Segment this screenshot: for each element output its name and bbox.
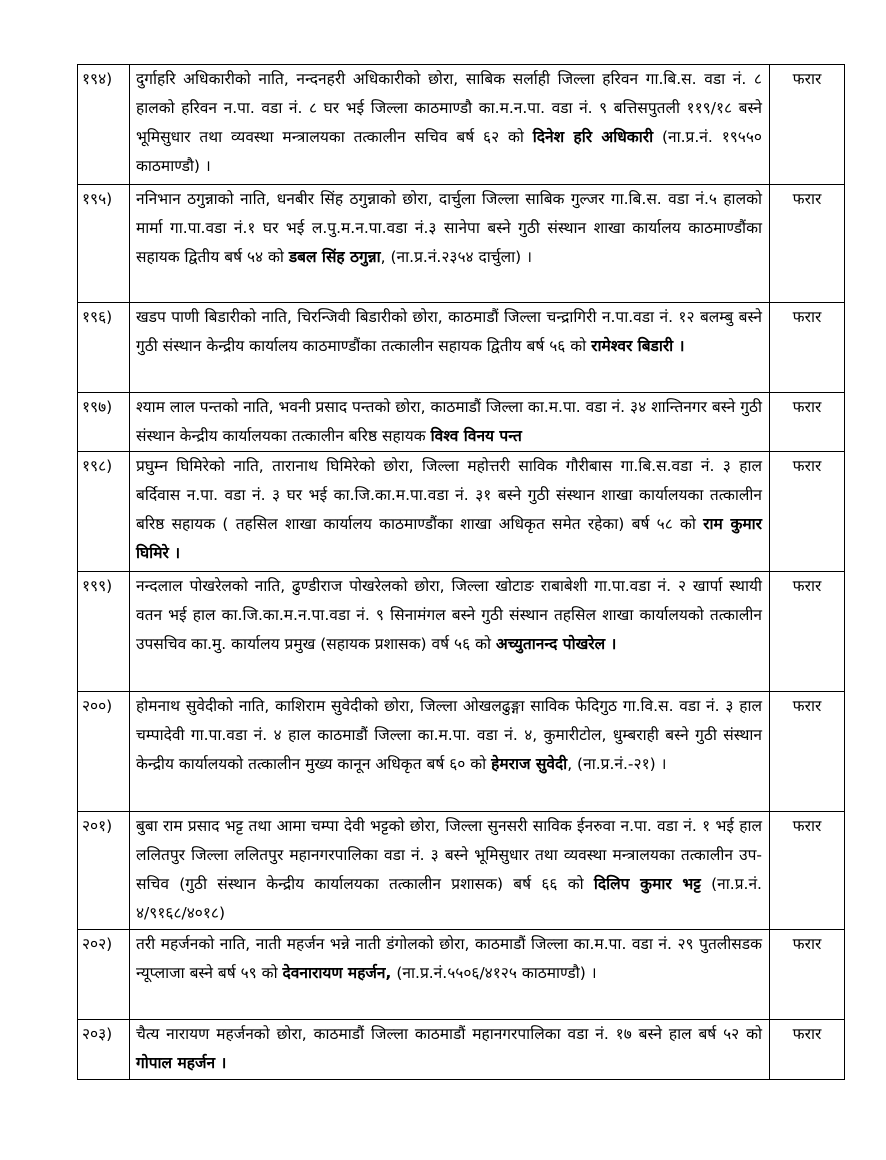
row-description: नन्दलाल पोखरेलको नाति, ढुण्डीराज पोखरेलको छोरा, जिल्ला खोटाङ राबाबेशी गा.पा.वडा नं. २ खार्पा स्थायी वतन भई हाल का.जि.का.म.न.पा.वडा नं. ९ सिनामंगल बस्ने गुठी संस्थान तहसिल शाखा कार्यालयको तत्कालीन उपसचिव का.मु. कार्यालय प्रमुख (सहायक प्रशासक) वर्ष ५६ को अच्युतानन्द पोखरेल । — [130, 572, 770, 692]
table-row — [78, 930, 845, 1020]
person-name: अच्युतानन्द पोखरेल । — [495, 635, 617, 653]
row-number: १९९) — [78, 572, 130, 692]
row-description: बुबा राम प्रसाद भट्ट तथा आमा चम्पा देवी भट्टको छोरा, जिल्ला सुनसरी साविक ईनरुवा न.पा. वडा नं. १ भई हाल ललितपुर जिल्ला ललितपुर महानगरपालिका वडा नं. ३ बस्ने भूमिसुधार तथा व्यवस्था मन्त्रालयका तत्कालीन उप-सचिव (गुठी संस्थान केन्द्रीय कार्यालयका तत्कालीन प्रशासक) बर्ष ६६ को दिलिप कुमार भट्ट (ना.प्र.नं. ४/९१६८/४०१८) — [130, 812, 770, 930]
table-row — [78, 65, 845, 185]
document-page — [77, 64, 844, 1080]
status-cell: फरार — [770, 930, 845, 1020]
row-number: १९७) — [78, 393, 130, 452]
accused-list-table — [77, 64, 845, 1080]
status-cell: फरार — [770, 572, 845, 692]
person-name: राम कुमार घिमिरे । — [136, 515, 762, 562]
row-number: २०१) — [78, 812, 130, 930]
row-description: तरी महर्जनको नाति, नाती महर्जन भन्ने नाती डंगोलको छोरा, काठमाडौं जिल्ला का.म.पा. वडा नं. २९ पुतलीसडक न्यूप्लाजा बस्ने बर्ष ५९ को देवनारायण महर्जन, (ना.प्र.नं.५५०६/४१२५ काठमाण्डौ) । — [130, 930, 770, 1020]
status-cell: फरार — [770, 393, 845, 452]
row-description: ननिभान ठगुन्नाको नाति, धनबीर सिंह ठगुन्नाको छोरा, दार्चुला जिल्ला साबिक गुल्जर गा.बि.स. वडा नं.५ हालको मार्मा गा.पा.वडा नं.१ घर भई ल.पु.म.न.पा.वडा नं.३ सानेपा बस्ने गुठी संस्थान शाखा कार्यालय काठमाण्डौंका सहायक द्वितीय बर्ष ५४ को डबल सिंह ठगुन्ना, (ना.प्र.नं.२३५४ दार्चुला) । — [130, 185, 770, 303]
person-name: गोपाल महर्जन । — [136, 1054, 227, 1072]
table-row — [78, 185, 845, 303]
person-name: दिलिप कुमार भट्ट — [593, 875, 701, 893]
status-cell: फरार — [770, 812, 845, 930]
row-description: दुर्गाहरि अधिकारीको नाति, नन्दनहरी अधिकारीको छोरा, साबिक सर्लाही जिल्ला हरिवन गा.बि.स. वडा नं. ८ हालको हरिवन न.पा. वडा नं. ८ घर भई जिल्ला काठमाण्डौ का.म.न.पा. वडा नं. ९ बत्तिसपुतली ११९/१८ बस्ने भूमिसुधार तथा व्यवस्था मन्त्रालयका तत्कालीन सचिव बर्ष ६२ को दिनेश हरि अधिकारी (ना.प्र.नं. १९५५० काठमाण्डौ) । — [130, 65, 770, 185]
row-number: १९४) — [78, 65, 130, 185]
row-number: १९८) — [78, 452, 130, 572]
table-row — [78, 1020, 845, 1080]
table-row — [78, 692, 845, 812]
row-number: २०३) — [78, 1020, 130, 1080]
status-cell: फरार — [770, 65, 845, 185]
person-name: विश्व विनय पन्त — [430, 427, 522, 445]
row-number: १९६) — [78, 303, 130, 393]
table-row — [78, 303, 845, 393]
row-number: १९५) — [78, 185, 130, 303]
row-description: चैत्य नारायण महर्जनको छोरा, काठमाडौं जिल्ला काठमाडौं महानगरपालिका वडा नं. १७ बस्ने हाल बर्ष ५२ को गोपाल महर्जन । — [130, 1020, 770, 1080]
row-description: प्रघुम्न घिमिरेको नाति, तारानाथ घिमिरेको छोरा, जिल्ला महोत्तरी साविक गौरीबास गा.बि.स.वडा नं. ३ हाल बर्दिवास न.पा. वडा नं. ३ घर भई का.जि.का.म.पा.वडा नं. ३१ बस्ने गुठी संस्थान शाखा कार्यालयका तत्कालीन बरिष्ठ सहायक ( तहसिल शाखा कार्यालय काठमाण्डौंका शाखा अधिकृत समेत रहेका) बर्ष ५८ को राम कुमार घिमिरे । — [130, 452, 770, 572]
status-cell: फरार — [770, 1020, 845, 1080]
person-name: हेमराज सुवेदी — [491, 755, 568, 773]
row-description: खडप पाणी बिडारीको नाति, चिरन्जिवी बिडारीको छोरा, काठमाडौं जिल्ला चन्द्रागिरी न.पा.वडा नं. १२ बलम्बु बस्ने गुठी संस्थान केन्द्रीय कार्यालय काठमाण्डौंका तत्कालीन सहायक द्वितीय बर्ष ५६ को रामेश्वर बिडारी । — [130, 303, 770, 393]
status-cell: फरार — [770, 692, 845, 812]
person-name: देवनारायण महर्जन, — [282, 964, 392, 982]
person-name: रामेश्वर बिडारी । — [591, 337, 685, 355]
table-row — [78, 572, 845, 692]
person-name: दिनेश हरि अधिकारी — [532, 128, 654, 146]
table-row — [78, 452, 845, 572]
row-number: २००) — [78, 692, 130, 812]
row-number: २०२) — [78, 930, 130, 1020]
row-description: होमनाथ सुवेदीको नाति, काशिराम सुवेदीको छोरा, जिल्ला ओखलढुङ्गा साविक फेदिगुठ गा.वि.स. वडा नं. ३ हाल चम्पादेवी गा.पा.वडा नं. ४ हाल काठमाडौं जिल्ला का.म.पा. वडा नं. ४, कुमारीटोल, धुम्बराही बस्ने गुठी संस्थान केन्द्रीय कार्यालयको तत्कालीन मुख्य कानून अधिकृत बर्ष ६० को हेमराज सुवेदी, (ना.प्र.नं.-२१) । — [130, 692, 770, 812]
status-cell: फरार — [770, 303, 845, 393]
row-description: श्याम लाल पन्तको नाति, भवनी प्रसाद पन्तको छोरा, काठमाडौं जिल्ला का.म.पा. वडा नं. ३४ शान्तिनगर बस्ने गुठी संस्थान केन्द्रीय कार्यालयका तत्कालीन बरिष्ठ सहायक विश्व विनय पन्त — [130, 393, 770, 452]
person-name: डबल सिंह ठगुन्ना — [288, 248, 381, 266]
table-row — [78, 393, 845, 452]
table-row — [78, 812, 845, 930]
status-cell: फरार — [770, 452, 845, 572]
status-cell: फरार — [770, 185, 845, 303]
